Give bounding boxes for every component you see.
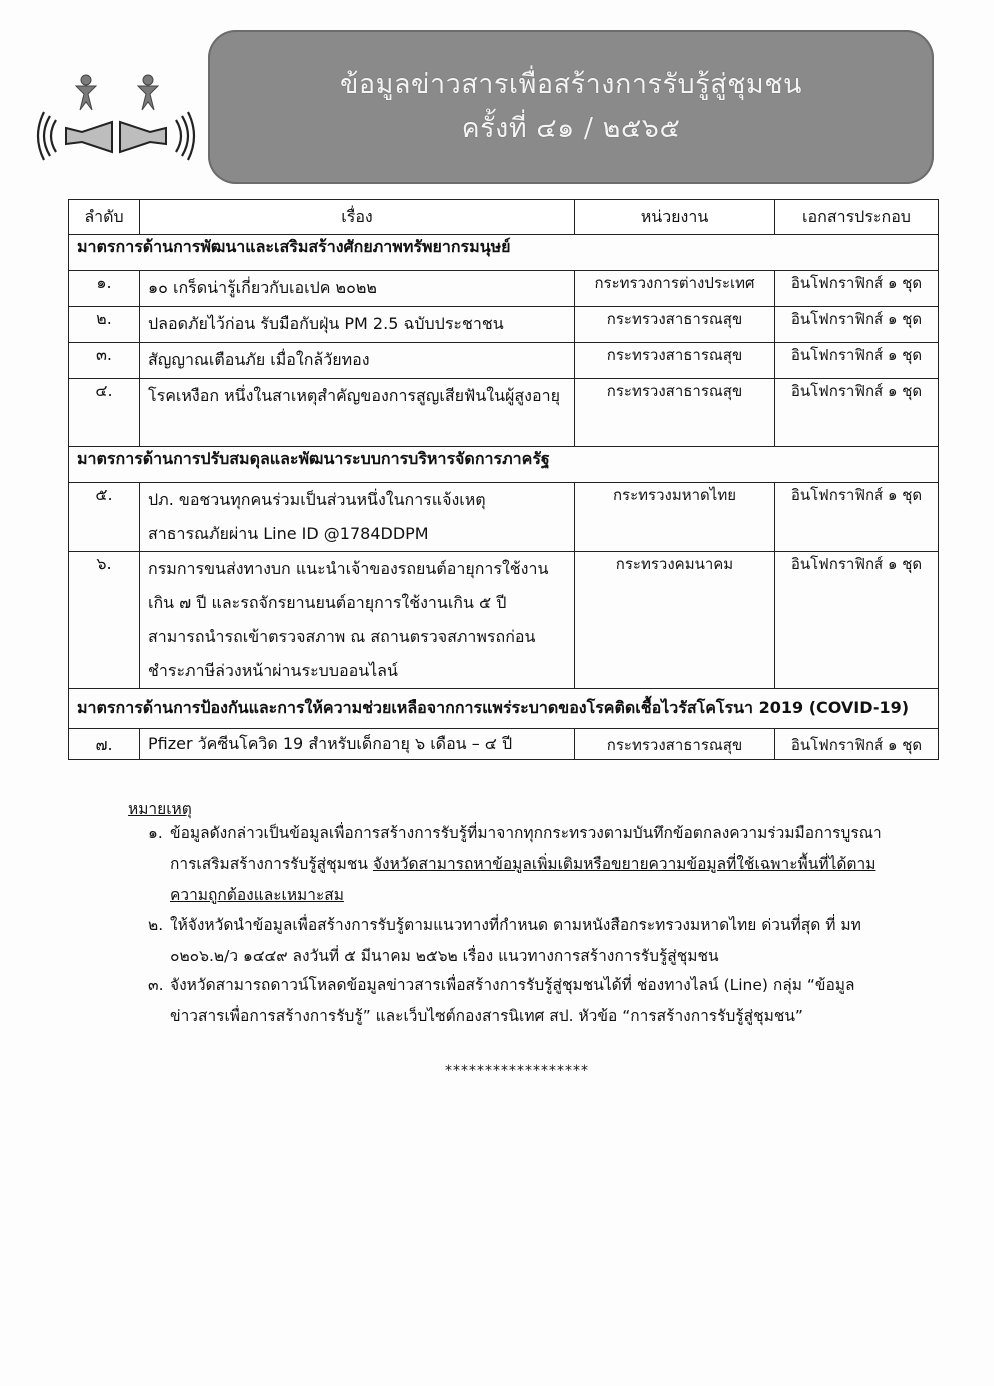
note-text: จังหวัดสามารถดาวน์โหลดข้อมูลข่าวสารเพื่อสร้างการรับรู้สู่ชุมชนได้ที่ ช่องทางไลน์ (Line) กลุ่ม “ข้อมูลข่าวสารเพื่อการสร้างการรับรู้” และเว็บไซต์กองสารนิเทศ สป. หัวข้อ “การสร้างการรับรู้สู่ชุมชน”	[170, 976, 855, 1025]
table-row	[69, 483, 939, 552]
row-number: ๓.	[69, 343, 140, 379]
row-attachment: อินโฟกราฟิกส์ ๑ ชุด	[775, 729, 939, 760]
row-number: ๒.	[69, 307, 140, 343]
row-attachment: อินโฟกราฟิกส์ ๑ ชุด	[775, 552, 939, 689]
row-topic: ปภ. ขอชวนทุกคนร่วมเป็นส่วนหนึ่งในการแจ้งเหตุสาธารณภัยผ่าน Line ID @1784DDPM	[140, 483, 575, 552]
section-row	[69, 689, 939, 729]
row-attachment: อินโฟกราฟิกส์ ๑ ชุด	[775, 343, 939, 379]
note-number: ๑.	[148, 824, 163, 842]
table-row	[69, 271, 939, 307]
col-header-order: ลำดับ	[69, 200, 140, 235]
row-topic: กรมการขนส่งทางบก แนะนำเจ้าของรถยนต์อายุการใช้งานเกิน ๗ ปี และรถจักรยานยนต์อายุการใช้งานเกิน ๕ ปี สามารถนำรถเข้าตรวจสภาพ ณ สถานตรวจสภาพรถก่อนชำระภาษีล่วงหน้าผ่านระบบออนไลน์	[140, 552, 575, 689]
banner-title: ข้อมูลข่าวสารเพื่อสร้างการรับรู้สู่ชุมชน	[339, 69, 803, 100]
section-row	[69, 235, 939, 271]
section-row	[69, 447, 939, 483]
row-attachment: อินโฟกราฟิกส์ ๑ ชุด	[775, 483, 939, 552]
row-topic: โรคเหงือก หนึ่งในสาเหตุสำคัญของการสูญเสียฟันในผู้สูงอายุ	[140, 379, 575, 447]
row-topic: สัญญาณเตือนภัย เมื่อใกล้วัยทอง	[140, 343, 575, 379]
end-divider: ******************	[445, 1063, 589, 1079]
section-title: มาตรการด้านการป้องกันและการให้ความช่วยเหลือจากการแพร่ระบาดของโรคติดเชื้อไวรัสโคโรนา 2019 (COVID-19)	[69, 689, 939, 729]
row-topic: ๑๐ เกร็ดน่ารู้เกี่ยวกับเอเปค ๒๐๒๒	[140, 271, 575, 307]
table-row	[69, 343, 939, 379]
section-title: มาตรการด้านการพัฒนาและเสริมสร้างศักยภาพทรัพยากรมนุษย์	[69, 235, 939, 271]
row-number: ๔.	[69, 379, 140, 447]
note-number: ๒.	[148, 916, 164, 934]
table-row	[69, 729, 939, 760]
note-underlined-text: จังหวัดสามารถหาข้อมูลเพิ่มเติมหรือขยายความข้อมูลที่ใช้เฉพาะพื้นที่ได้ตามความถูกต้องและเหมาะสม	[170, 855, 876, 904]
col-header-agency: หน่วยงาน	[575, 200, 775, 235]
note-item-3	[150, 970, 906, 1032]
note-text: ให้จังหวัดนำข้อมูลเพื่อสร้างการรับรู้ตามแนวทางที่กำหนด ตามหนังสือกระทรวงมหาดไทย ด่วนที่สุด ที่ มท ๐๒๐๖.๒/ว ๑๔๔๙ ลงวันที่ ๕ มีนาคม ๒๕๖๒ เรื่อง แนวทางการสร้างการรับรู้สู่ชุมชน	[170, 916, 861, 965]
table-row	[69, 307, 939, 343]
note-item-2	[150, 910, 906, 972]
row-attachment: อินโฟกราฟิกส์ ๑ ชุด	[775, 307, 939, 343]
row-agency: กระทรวงคมนาคม	[575, 552, 775, 689]
note-number: ๓.	[148, 976, 164, 994]
row-number: ๑.	[69, 271, 140, 307]
row-attachment: อินโฟกราฟิกส์ ๑ ชุด	[775, 379, 939, 447]
community-megaphone-logo	[36, 72, 196, 162]
title-banner	[208, 30, 934, 184]
row-number: ๕.	[69, 483, 140, 552]
row-agency: กระทรวงสาธารณสุข	[575, 307, 775, 343]
note-text: ข้อมูลดังกล่าวเป็นข้อมูลเพื่อการสร้างการรับรู้ที่มาจากทุกกระทรวงตามบันทึกข้อตกลงความร่วมมือการบูรณาการเสริมสร้างการรับรู้สู่ชุมชน	[170, 824, 882, 873]
section-title: มาตรการด้านการปรับสมดุลและพัฒนาระบบการบริหารจัดการภาครัฐ	[69, 447, 939, 483]
row-agency: กระทรวงการต่างประเทศ	[575, 271, 775, 307]
note-item-1	[150, 818, 906, 911]
banner-issue-number: ครั้งที่ ๔๑ / ๒๕๖๕	[461, 113, 681, 144]
notes-heading: หมายเหตุ	[128, 800, 192, 818]
row-topic: Pfizer วัคซีนโควิด 19 สำหรับเด็กอายุ ๖ เดือน – ๔ ปี	[140, 729, 575, 760]
row-attachment: อินโฟกราฟิกส์ ๑ ชุด	[775, 271, 939, 307]
col-header-topic: เรื่อง	[140, 200, 575, 235]
table-row	[69, 379, 939, 447]
row-number: ๗.	[69, 729, 140, 760]
col-header-attachment: เอกสารประกอบ	[775, 200, 939, 235]
row-agency: กระทรวงสาธารณสุข	[575, 379, 775, 447]
row-agency: กระทรวงมหาดไทย	[575, 483, 775, 552]
row-agency: กระทรวงสาธารณสุข	[575, 729, 775, 760]
row-topic: ปลอดภัยไว้ก่อน รับมือกับฝุ่น PM 2.5 ฉบับประชาชน	[140, 307, 575, 343]
row-number: ๖.	[69, 552, 140, 689]
row-agency: กระทรวงสาธารณสุข	[575, 343, 775, 379]
table-row	[69, 552, 939, 689]
table-header-row	[69, 200, 939, 235]
news-table	[68, 199, 939, 760]
